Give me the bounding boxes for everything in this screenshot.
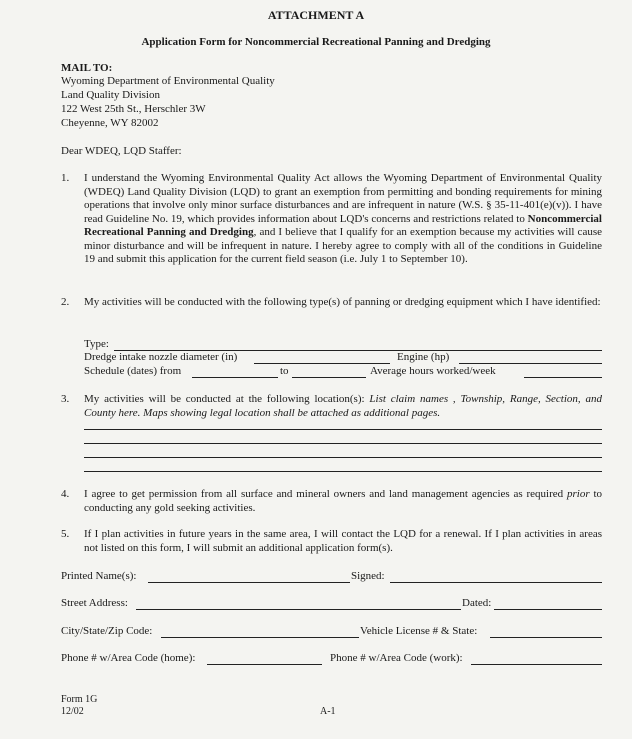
mail-to-line: Land Quality Division xyxy=(61,89,160,101)
item-4-italic-text: prior xyxy=(566,488,590,500)
vehicle-license-label: Vehicle License # & State: xyxy=(360,625,478,637)
nozzle-input-line[interactable] xyxy=(254,363,390,364)
phone-work-line[interactable] xyxy=(471,664,602,665)
printed-name-label: Printed Name(s): xyxy=(61,570,137,582)
street-address-label: Street Address: xyxy=(61,597,128,609)
item-4-text-start: I agree to get permission from all surface and mineral owners and land management agencies as required xyxy=(84,488,567,500)
mail-to-line: Cheyenne, WY 82002 xyxy=(61,117,159,129)
type-label: Type: xyxy=(84,338,109,350)
item-number: 3. xyxy=(61,393,70,405)
hours-input-line[interactable] xyxy=(524,377,602,378)
phone-home-label: Phone # w/Area Code (home): xyxy=(61,652,196,664)
location-input-line[interactable] xyxy=(84,443,602,444)
phone-home-line[interactable] xyxy=(207,664,322,665)
item-number: 5. xyxy=(61,528,70,540)
schedule-to-label: to xyxy=(280,365,289,377)
item-3-text-start: My activities will be conducted at the following location(s): xyxy=(84,393,370,405)
dated-label: Dated: xyxy=(462,597,492,609)
item-3-text xyxy=(84,393,602,420)
page-number: A-1 xyxy=(320,706,336,717)
signed-label: Signed: xyxy=(351,570,385,582)
mail-to-line: Wyoming Department of Environmental Quality xyxy=(61,75,275,87)
schedule-from-line[interactable] xyxy=(192,377,278,378)
mail-to-label: MAIL TO: xyxy=(61,62,113,74)
item-1-text-end: , and I believe that I qualify for an exemption because my activities will cause minor disturbance and will be infrequent in nature. I hereby agree to comply with all of the conditions in Guideline 19 and submit this application for the current field season (i.e. July 1 to September 10). xyxy=(84,226,602,265)
mail-to-line: 122 West 25th St., Herschler 3W xyxy=(61,103,206,115)
item-5-text: If I plan activities in future years in the same area, I will contact the LQD for a renewal. If I plan activities in areas not listed on this form, I will submit an additional application form(s). xyxy=(84,528,602,554)
form-revision-date: 12/02 xyxy=(61,706,84,717)
item-number: 4. xyxy=(61,488,70,500)
item-4-text xyxy=(84,488,602,515)
engine-label: Engine (hp) xyxy=(397,351,450,363)
hours-label: Average hours worked/week xyxy=(370,365,496,377)
signed-line[interactable] xyxy=(390,582,602,583)
attachment-heading: ATTACHMENT A xyxy=(267,8,365,22)
item-1-bold-text: Noncommercial Recreational Panning and Dredging xyxy=(84,212,602,238)
dated-line[interactable] xyxy=(494,609,602,610)
item-3-italic-text: List claim names , Township, Range, Section, and County here. Maps showing legal location shall be attached as additional pages. xyxy=(84,393,602,419)
location-input-line[interactable] xyxy=(84,457,602,458)
phone-work-label: Phone # w/Area Code (work): xyxy=(330,652,463,664)
schedule-to-line[interactable] xyxy=(292,377,366,378)
vehicle-license-line[interactable] xyxy=(490,637,602,638)
location-input-line[interactable] xyxy=(84,429,602,430)
item-2-text: My activities will be conducted with the following type(s) of panning or dredging equipment which I have identified: xyxy=(84,296,601,308)
schedule-label: Schedule (dates) from xyxy=(84,365,182,377)
item-4-text-end: to conducting any gold seeking activities. xyxy=(84,488,602,514)
city-state-zip-label: City/State/Zip Code: xyxy=(61,625,153,637)
salutation: Dear WDEQ, LQD Staffer: xyxy=(61,145,182,157)
form-number: Form 1G xyxy=(61,694,98,705)
engine-input-line[interactable] xyxy=(459,363,602,364)
item-1-text-start: I understand the Wyoming Environmental Quality Act allows the Wyoming Department of Environmental Quality (WDEQ) Land Quality Division (LQD) to grant an exemption from permitting and bonding requirements for mining operations that involve only minor surface disturbances and are infrequent in nature (W.S. § 35-11-401(e)(v)). I have read Guideline No. 19, which provides information about LQD's concerns and restrictions related to xyxy=(84,172,602,225)
location-input-line[interactable] xyxy=(84,471,602,472)
item-number: 2. xyxy=(61,296,70,308)
printed-name-line[interactable] xyxy=(148,582,350,583)
item-1-text xyxy=(84,172,602,267)
city-state-zip-line[interactable] xyxy=(161,637,359,638)
street-address-line[interactable] xyxy=(136,609,461,610)
form-title: Application Form for Noncommercial Recreational Panning and Dredging xyxy=(141,36,491,48)
item-number: 1. xyxy=(61,172,70,184)
nozzle-label: Dredge intake nozzle diameter (in) xyxy=(84,351,238,363)
